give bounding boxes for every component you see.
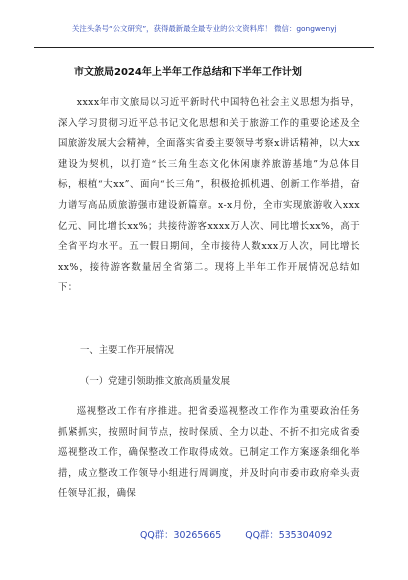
document-title: 市文旅局2024年上半年工作总结和下半年工作计划: [74, 67, 302, 78]
subsection-heading: （一）党建引领助推文旅高质量发展: [80, 376, 231, 387]
header-divider: [34, 47, 374, 48]
intro-paragraph: xxxx年市文旅局以习近平新时代中国特色社会主义思想为指导，深入学习贯彻习近平总书记文化思想和关于旅游工作的重要论述及全国旅游发展大会精神，全面落实省委主要领导考察x讲话精神，以大xx建设为契机，以打造“长三角生态文化休闲康养旅游基地”为总体目标，根植“大xx”、面向“长三角”，积极抢抓机遇、创新工作举措，奋力谱写高品质旅游强市建设新篇章。x-x月份，全市实现旅游收入xxx亿元、同比增长xx%；共接待游客xxxx万人次、同比增长xx%，高于全省平均水平。五一假日期间，全市接待人数xxx万人次，同比增长xx%，接待游客数量居全省第二。现将上半年工作开展情况总结如下：: [58, 97, 360, 294]
footer-qq-group-2: QQ群：535304092: [245, 530, 333, 541]
footer-qq-group-1: QQ群：30265665: [140, 530, 222, 541]
header-banner: 关注头条号“公文研究”，获得最新最全最专业的公文资料库！ 微信：gongwenyj: [72, 24, 337, 33]
body-paragraph: 巡视整改工作有序推进。把省委巡视整改工作作为重要政治任务抓紧抓实，按照时间节点，按时保质、全力以赴、不折不扣完成省委巡视整改工作，确保整改工作取得成效。已制定工作方案逐条细化举措，成立整改工作领导小组进行周调度，并及时向市委市政府牵头责任领导汇报，确保: [58, 406, 360, 500]
section-heading: 一、主要工作开展情况: [80, 345, 174, 356]
footer-contacts: [140, 530, 332, 542]
